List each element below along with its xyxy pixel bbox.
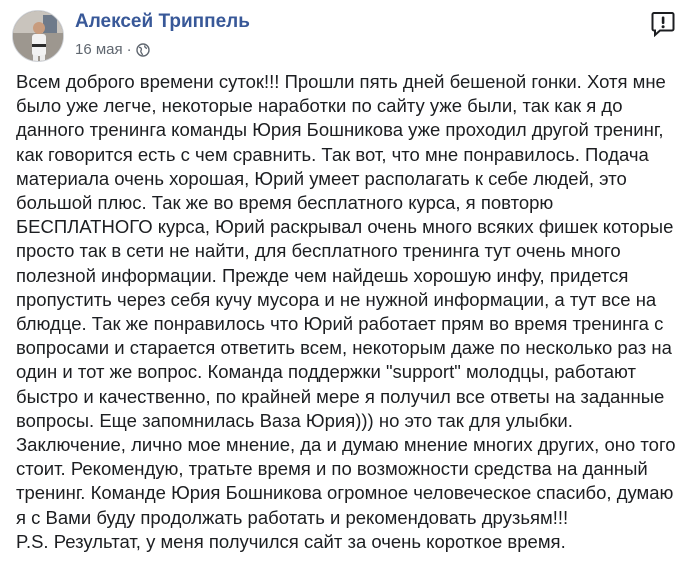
post-header [12, 10, 688, 66]
post-line: я с Вами буду продолжать работать и рекомендовать друзьям!!! [16, 506, 569, 528]
post-date[interactable]: 16 мая [75, 41, 123, 58]
post-meta [75, 41, 150, 58]
globe-icon [136, 43, 150, 57]
post-line: блюдце. Так же понравилось что Юрий работает прям во время тренинга с [16, 313, 664, 335]
post-line: Заключение, лично мое мнение, да и думаю мнение многих других, оно того [16, 434, 676, 456]
avatar[interactable] [12, 10, 64, 62]
post-line: P.S. Результат, у меня получился сайт за очень короткое время. [16, 530, 566, 552]
post-line: данного тренинга команды Юрия Бошникова уже проходил другой тренинг, [16, 119, 664, 141]
post-line: как говорится есть с чем сравнить. Так вот, что мне понравилось. Подача [16, 143, 649, 165]
report-icon[interactable] [650, 10, 676, 38]
post-line: большой плюс. Так же во время бесплатного курса, я повторю [16, 192, 554, 214]
post-line: Всем доброго времени суток!!! Прошли пять дней бешеной гонки. Хотя мне [16, 71, 666, 92]
post-line: стоит. Рекомендую, тратьте время и по возможности средства на данный [16, 458, 648, 480]
post-line: вопросами и старается ответить всем, некоторым даже по несколько раз на [16, 337, 672, 359]
avatar-photo [13, 11, 64, 62]
meta-separator: · [126, 41, 132, 58]
post-line: полезной информации. Прежде чем найдешь хорошую инфу, придется [16, 264, 629, 286]
post-line: пропустить через себя кучу мусора и не нужной информации, а тут все на [16, 288, 657, 310]
post-line: просто так в сети не найти, для бесплатного тренинга тут очень много [16, 240, 621, 262]
post-line: вопросы. Еще запомнилась Ваза Юрия))) но это так для улыбки. [16, 409, 573, 431]
post-line: быстро и качественно, по крайней мере я получил все ответы на заданные [16, 385, 665, 407]
post-line: БЕСПЛАТНОГО курса, Юрий раскрывал очень много всяких фишек которые [16, 216, 674, 238]
author-name[interactable]: Алексей Триппель [75, 11, 250, 32]
post-line: было уже легче, некоторые наработки по сайту уже были, так как я до [16, 95, 623, 117]
post-line: тренинг. Команде Юрия Бошникова огромное человеческое спасибо, думаю [16, 482, 674, 504]
post-line: один и тот же вопрос. Команда поддержки "support" молодцы, работают [16, 361, 636, 383]
post-body [16, 70, 692, 554]
post-line: материала очень хорошая, Юрий умеет располагать к себе людей, это [16, 167, 627, 189]
